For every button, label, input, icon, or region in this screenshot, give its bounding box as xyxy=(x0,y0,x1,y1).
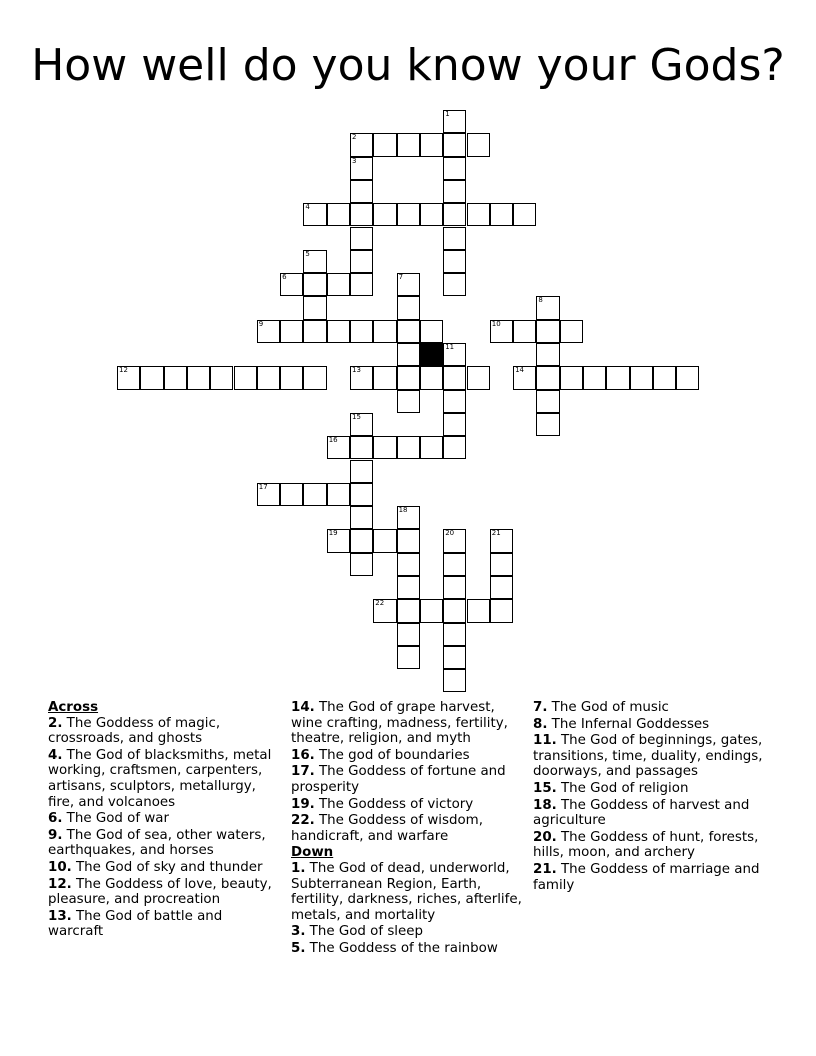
grid-cell[interactable] xyxy=(443,343,466,366)
grid-cell[interactable] xyxy=(420,599,443,622)
clue-down-11 xyxy=(533,733,768,780)
grid-cell[interactable] xyxy=(397,599,420,622)
grid-cell[interactable] xyxy=(420,203,443,226)
grid-cell[interactable] xyxy=(350,320,373,343)
clue-down-3 xyxy=(291,924,527,940)
clue-number: 20. xyxy=(533,829,557,845)
clue-number: 3. xyxy=(291,924,306,940)
clue-down-21 xyxy=(533,862,768,893)
grid-cell[interactable] xyxy=(373,436,396,459)
grid-cell[interactable] xyxy=(373,599,396,622)
grid-cell[interactable] xyxy=(443,250,466,273)
grid-cell[interactable] xyxy=(397,390,420,413)
clue-number: 14. xyxy=(291,700,315,715)
clues-column-1 xyxy=(48,700,280,941)
grid-cell[interactable] xyxy=(420,436,443,459)
cell-number: 17 xyxy=(258,482,268,491)
grid-cell[interactable] xyxy=(583,366,606,389)
grid-cell[interactable] xyxy=(280,320,303,343)
grid-cell[interactable] xyxy=(373,133,396,156)
grid-cell[interactable] xyxy=(443,180,466,203)
clue-text: The Goddess of harvest and agriculture xyxy=(533,797,750,829)
grid-cell[interactable] xyxy=(350,180,373,203)
clue-across-13 xyxy=(48,909,280,940)
grid-cell[interactable] xyxy=(490,553,513,576)
clue-down-1 xyxy=(291,861,527,923)
grid-cell[interactable] xyxy=(443,576,466,599)
clue-number: 12. xyxy=(48,876,72,892)
clue-across-12 xyxy=(48,877,280,908)
grid-cell[interactable] xyxy=(350,133,373,156)
grid-cell[interactable] xyxy=(397,366,420,389)
cell-number: 3 xyxy=(352,156,357,165)
grid-cell[interactable] xyxy=(373,529,396,552)
grid-cell[interactable] xyxy=(210,366,233,389)
clue-across-4 xyxy=(48,748,280,810)
grid-cell[interactable] xyxy=(350,366,373,389)
cell-number: 10 xyxy=(491,319,501,328)
grid-cell[interactable] xyxy=(443,623,466,646)
grid-cell[interactable] xyxy=(467,599,490,622)
clue-text: The Goddess of wisdom, handicraft, and warfare xyxy=(291,813,483,844)
cell-number: 7 xyxy=(398,273,404,282)
grid-cell[interactable] xyxy=(536,320,559,343)
grid-cell[interactable] xyxy=(397,203,420,226)
clue-text: The Goddess of magic, crossroads, and ghosts xyxy=(48,715,221,747)
grid-cell[interactable] xyxy=(397,506,420,529)
clue-text: The God of religion xyxy=(561,780,689,796)
grid-cell[interactable] xyxy=(397,273,420,296)
clue-text: The God of blacksmiths, metal working, craftsmen, carpenters, artisans, sculptors, metallurgy, fire, and volcanoes xyxy=(48,747,272,810)
grid-cell[interactable] xyxy=(443,529,466,552)
cell-number: 13 xyxy=(352,366,361,375)
down-header: Down xyxy=(291,845,334,861)
clue-number: 22. xyxy=(291,813,315,829)
grid-cell[interactable] xyxy=(467,203,490,226)
grid-cell[interactable] xyxy=(443,273,466,296)
page-title: How well do you know your Gods? xyxy=(31,40,785,91)
grid-cell[interactable] xyxy=(513,320,536,343)
grid-cell[interactable] xyxy=(653,366,676,389)
grid-cell[interactable] xyxy=(443,203,466,226)
grid-cell[interactable] xyxy=(257,483,280,506)
grid-cell[interactable] xyxy=(420,320,443,343)
grid-cell[interactable] xyxy=(350,529,373,552)
grid-cell[interactable] xyxy=(350,460,373,483)
clue-number: 1. xyxy=(291,860,306,876)
grid-cell[interactable] xyxy=(327,203,350,226)
across-header: Across xyxy=(48,700,99,715)
clue-text: The Goddess of marriage and family xyxy=(533,861,760,893)
grid-cell[interactable] xyxy=(443,366,466,389)
grid-cell[interactable] xyxy=(327,436,350,459)
clue-number: 4. xyxy=(48,747,63,763)
grid-cell[interactable] xyxy=(327,529,350,552)
clue-across-22 xyxy=(291,813,527,844)
grid-cell[interactable] xyxy=(397,343,420,366)
clue-down-7 xyxy=(533,700,768,716)
cell-number: 2 xyxy=(352,133,357,142)
clue-across-16 xyxy=(291,748,527,764)
cell-number: 6 xyxy=(282,273,287,282)
clue-down-8 xyxy=(533,717,768,733)
grid-cell[interactable] xyxy=(397,133,420,156)
cell-number: 4 xyxy=(305,203,310,212)
grid-cell[interactable] xyxy=(420,366,443,389)
grid-cell[interactable] xyxy=(443,390,466,413)
cell-number: 16 xyxy=(328,436,338,445)
grid-cell[interactable] xyxy=(490,599,513,622)
clue-number: 18. xyxy=(533,797,557,813)
grid-cell[interactable] xyxy=(327,320,350,343)
clue-across-14 xyxy=(291,700,527,747)
black-cell xyxy=(420,343,443,366)
grid-cell[interactable] xyxy=(350,227,373,250)
cell-number: 11 xyxy=(445,343,455,351)
clue-number: 8. xyxy=(533,716,548,732)
grid-cell[interactable] xyxy=(536,390,559,413)
clue-number: 2. xyxy=(48,715,63,731)
clue-text: The God of sleep xyxy=(309,924,423,940)
clues-column-3 xyxy=(533,700,768,894)
clue-text: The God of beginnings, gates, transitions, time, duality, endings, doorways, and passages xyxy=(533,733,763,780)
grid-cell[interactable] xyxy=(443,110,466,133)
grid-cell[interactable] xyxy=(350,157,373,180)
clue-text: The Goddess of hunt, forests, hills, moon, and archery xyxy=(533,829,759,861)
grid-cell[interactable] xyxy=(350,553,373,576)
grid-cell[interactable] xyxy=(303,273,326,296)
grid-cell[interactable] xyxy=(327,483,350,506)
grid-cell[interactable] xyxy=(303,366,326,389)
clue-across-10 xyxy=(48,860,280,876)
grid-cell[interactable] xyxy=(350,273,373,296)
grid-cell[interactable] xyxy=(280,483,303,506)
clue-down-15 xyxy=(533,781,768,797)
clue-number: 16. xyxy=(291,747,315,763)
grid-cell[interactable] xyxy=(397,646,420,669)
grid-cell[interactable] xyxy=(443,646,466,669)
cell-number: 14 xyxy=(515,366,525,375)
grid-cell[interactable] xyxy=(140,366,163,389)
clue-across-19 xyxy=(291,797,527,813)
cell-number: 22 xyxy=(375,599,385,608)
grid-cell[interactable] xyxy=(560,320,583,343)
grid-cell[interactable] xyxy=(280,273,303,296)
grid-cell[interactable] xyxy=(117,366,140,389)
clue-text: The God of battle and warcraft xyxy=(48,908,223,940)
grid-cell[interactable] xyxy=(397,296,420,319)
clue-text: The Goddess of love, beauty, pleasure, and procreation xyxy=(48,876,272,908)
clue-number: 5. xyxy=(291,940,306,956)
clue-number: 17. xyxy=(291,764,315,780)
clue-number: 21. xyxy=(533,861,557,877)
grid-cell[interactable] xyxy=(397,623,420,646)
grid-cell[interactable] xyxy=(443,669,466,692)
grid-cell[interactable] xyxy=(536,296,559,319)
cell-number: 15 xyxy=(352,412,361,421)
clue-down-5 xyxy=(291,941,527,957)
clue-text: The God of sea, other waters, earthquakes, and horses xyxy=(48,827,266,859)
grid-cell[interactable] xyxy=(443,436,466,459)
clue-text: The God of war xyxy=(66,811,169,827)
cell-number: 18 xyxy=(398,506,408,515)
grid-cell[interactable] xyxy=(164,366,187,389)
grid-cell[interactable] xyxy=(187,366,210,389)
clue-text: The Goddess of fortune and prosperity xyxy=(291,764,506,795)
grid-cell[interactable] xyxy=(536,413,559,436)
clue-text: The God of sky and thunder xyxy=(76,859,263,875)
cell-number: 9 xyxy=(258,319,264,328)
clue-number: 19. xyxy=(291,796,315,812)
grid-cell[interactable] xyxy=(303,203,326,226)
clues-column-2 xyxy=(291,700,527,958)
cell-number: 20 xyxy=(445,529,455,538)
clue-text: The Goddess of victory xyxy=(319,796,474,812)
grid-cell[interactable] xyxy=(606,366,629,389)
cell-number: 19 xyxy=(328,529,338,538)
clue-text: The God of grape harvest, wine crafting, madness, fertility, theatre, religion, and myth xyxy=(291,700,508,747)
clue-text: The Goddess of the rainbow xyxy=(309,940,498,956)
grid-cell[interactable] xyxy=(373,203,396,226)
grid-cell[interactable] xyxy=(443,133,466,156)
clue-across-17 xyxy=(291,764,527,795)
grid-cell[interactable] xyxy=(303,296,326,319)
grid-cell[interactable] xyxy=(443,413,466,436)
grid-cell[interactable] xyxy=(234,366,257,389)
grid-cell[interactable] xyxy=(303,250,326,273)
grid-cell[interactable] xyxy=(397,436,420,459)
grid-cell[interactable] xyxy=(373,320,396,343)
grid-cell[interactable] xyxy=(443,553,466,576)
clue-number: 6. xyxy=(48,811,63,827)
grid-cell[interactable] xyxy=(350,483,373,506)
clue-across-9 xyxy=(48,828,280,859)
clue-number: 15. xyxy=(533,780,557,796)
grid-cell[interactable] xyxy=(397,553,420,576)
clue-number: 13. xyxy=(48,908,72,924)
grid-cell[interactable] xyxy=(630,366,653,389)
grid-cell[interactable] xyxy=(676,366,699,389)
grid-cell[interactable] xyxy=(350,506,373,529)
clue-down-18 xyxy=(533,798,768,829)
grid-cell[interactable] xyxy=(443,227,466,250)
grid-cell[interactable] xyxy=(350,436,373,459)
grid-cell[interactable] xyxy=(490,320,513,343)
clue-number: 9. xyxy=(48,827,63,843)
grid-cell[interactable] xyxy=(257,366,280,389)
clue-across-6 xyxy=(48,811,280,827)
grid-cell[interactable] xyxy=(280,366,303,389)
grid-cell[interactable] xyxy=(350,250,373,273)
grid-cell[interactable] xyxy=(397,576,420,599)
grid-cell[interactable] xyxy=(490,529,513,552)
grid-cell[interactable] xyxy=(536,343,559,366)
grid-cell[interactable] xyxy=(420,133,443,156)
cell-number: 21 xyxy=(491,529,501,538)
grid-cell[interactable] xyxy=(467,133,490,156)
clue-text: The god of boundaries xyxy=(319,747,470,763)
grid-cell[interactable] xyxy=(560,366,583,389)
cell-number: 1 xyxy=(445,110,450,118)
grid-cell[interactable] xyxy=(490,203,513,226)
grid-cell[interactable] xyxy=(490,576,513,599)
clue-number: 11. xyxy=(533,733,557,749)
cell-number: 12 xyxy=(119,366,128,375)
grid-cell[interactable] xyxy=(467,366,490,389)
clue-text: The God of music xyxy=(551,700,669,715)
clue-across-2 xyxy=(48,716,280,747)
cell-number: 5 xyxy=(305,249,310,258)
grid-cell[interactable] xyxy=(373,366,396,389)
clue-text: The God of dead, underworld, Subterranean Region, Earth, fertility, darkness, riches, afterlife, metals, and mortality xyxy=(291,860,522,923)
grid-cell[interactable] xyxy=(327,273,350,296)
cell-number: 8 xyxy=(538,296,543,305)
grid-cell[interactable] xyxy=(303,320,326,343)
grid-cell[interactable] xyxy=(303,483,326,506)
grid-cell[interactable] xyxy=(350,203,373,226)
grid-cell[interactable] xyxy=(513,366,536,389)
clue-down-20 xyxy=(533,830,768,861)
grid-cell[interactable] xyxy=(397,320,420,343)
grid-cell[interactable] xyxy=(536,366,559,389)
grid-cell[interactable] xyxy=(397,529,420,552)
clue-text: The Infernal Goddesses xyxy=(551,716,710,732)
clue-number: 7. xyxy=(533,700,548,715)
grid-cell[interactable] xyxy=(443,599,466,622)
grid-cell[interactable] xyxy=(257,320,280,343)
grid-cell[interactable] xyxy=(443,157,466,180)
grid-cell[interactable] xyxy=(350,413,373,436)
grid-cell[interactable] xyxy=(513,203,536,226)
clue-number: 10. xyxy=(48,859,72,875)
